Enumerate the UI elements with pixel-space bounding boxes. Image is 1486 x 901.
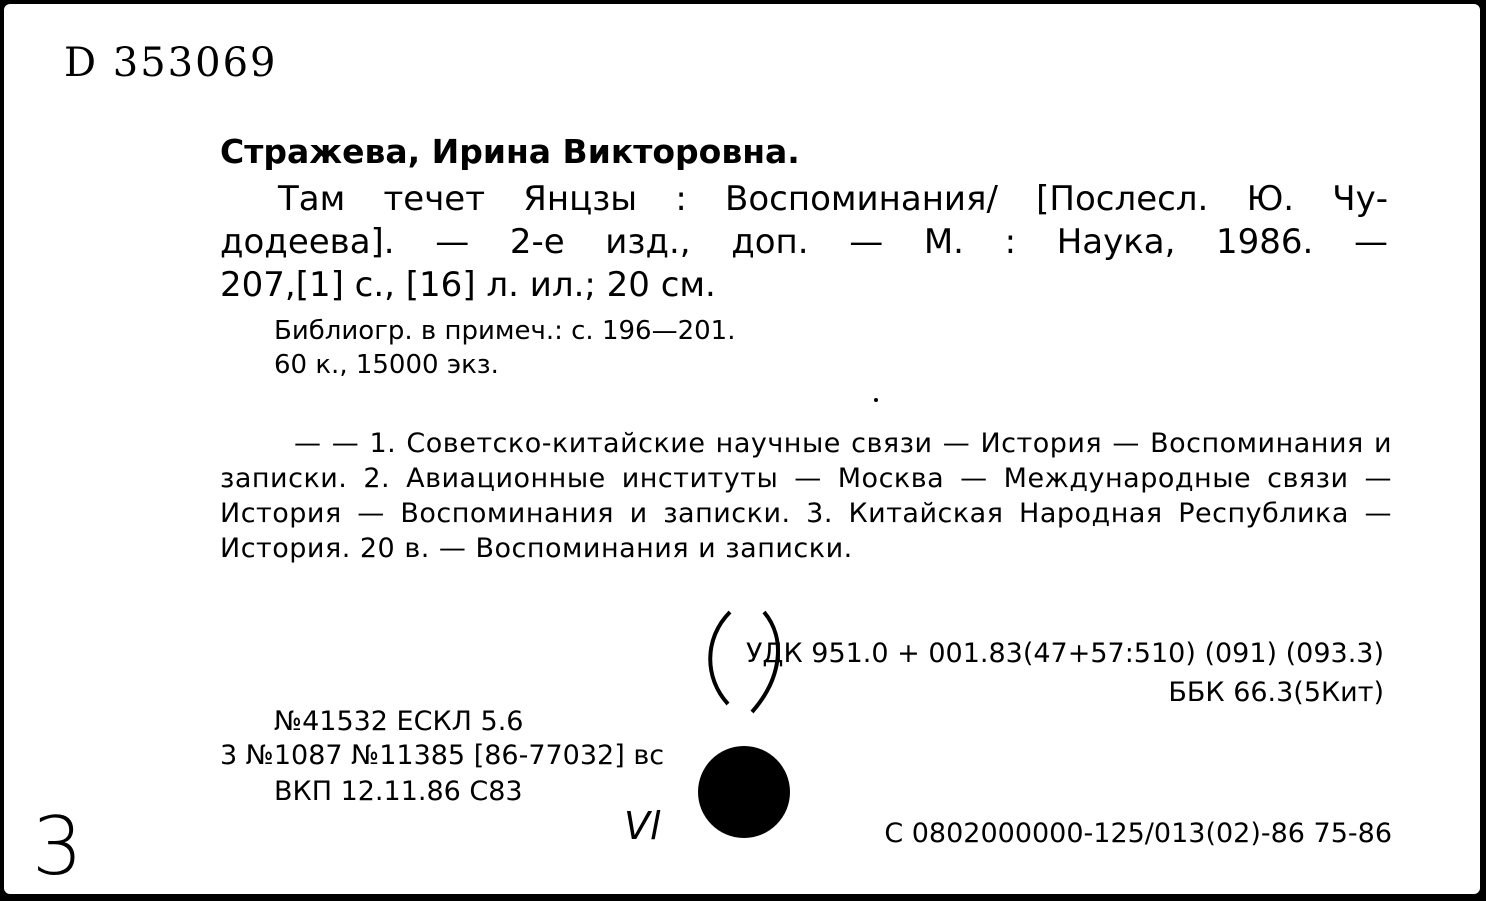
title-line-1: Там течет Янцзы : Воспоминания/ [Послесл. Ю. Чу- [278,179,1388,219]
corner-mark: 3 [32,800,83,893]
handwritten-initials: Vl [624,804,661,848]
accession-number: №41532 ЕСКЛ 5.6 [274,706,524,737]
card-number: D 353069 [64,40,278,86]
notes-block [274,314,735,382]
title-line-3: 207,[1] с., [16] л. ил.; 20 см. [220,265,716,305]
isbn-line: С 0802000000-125/013(02)-86 75-86 [884,818,1392,849]
stray-mark [874,398,878,402]
price-print-run: 60 к., 15000 экз. [274,350,499,380]
title-description [220,178,1388,307]
subject-headings: — — 1. Советско-китайские научные связи — История — Воспоминания и записки. 2. Авиационные институты — Москва — Международные связи — История — Воспоминания и записки. 3. Китайская Народная Республика — История. 20 в. — Воспоминания и записки. [220,428,1392,564]
title-line-2: додеева]. — 2-е изд., доп. — М. : Наука, 1986. — [220,222,1388,262]
catalog-card [4,4,1480,894]
udk-classification: УДК 951.0 + 001.83(47+57:510) (091) (093.3) [745,638,1384,669]
order-line: 3 №1087 №11385 [86-77032] вс [220,740,665,771]
bbk-classification: ББК 66.3(5Кит) [1168,677,1384,708]
bibliography-note: Библиогр. в примеч.: с. 196—201. [274,316,736,346]
vkp-line: ВКП 12.11.86 С83 [274,776,523,807]
author-heading: Стражева, Ирина Викторовна. [220,132,800,171]
punch-hole [698,746,790,838]
